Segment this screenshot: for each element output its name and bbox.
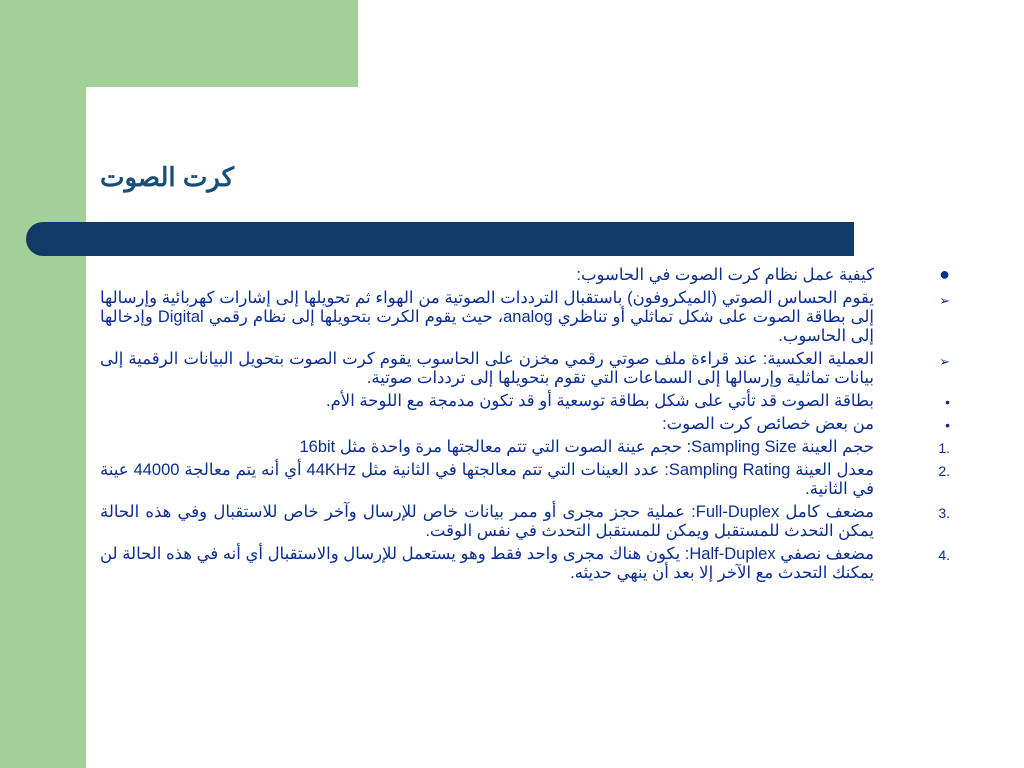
list-item-text: بطاقة الصوت قد تأتي على شكل بطاقة توسعية أو قد تكون مدمجة مع اللوحة الأم. <box>325 392 874 410</box>
list-item-text: حجم العينة Sampling Size: حجم عينة الصوت التي تتم معالجتها مرة واحدة مثل 16bit <box>299 438 874 456</box>
arrow-bullet-icon: ➢ <box>939 293 950 308</box>
slide-title: كرت الصوت <box>100 162 235 192</box>
bullet-list <box>100 266 950 587</box>
list-number: 2. <box>938 463 950 479</box>
list-item <box>100 415 950 434</box>
list-item-text: مضعف كامل Full-Duplex: عملية حجز مجرى أو ممر بيانات خاص للإرسال وآخر خاص للاستقبال وفي هذه الحالة يمكن التحدث للمستقبل ويمكن للمستقبل التحدث في نفس الوقت. <box>100 503 874 540</box>
bullet-dot-icon: • <box>945 394 950 410</box>
list-item <box>100 266 950 285</box>
list-item-text: من بعض خصائص كرت الصوت: <box>662 415 874 433</box>
list-item-text: مضعف نصفي Half-Duplex: يكون هناك مجرى واحد فقط وهو يستعمل للإرسال والاستقبال أي أنه في هذه الحالة لن يمكنك التحدث مع الآخر إلا بعد أن ينهي حديثه. <box>100 545 874 582</box>
list-item <box>100 289 950 346</box>
list-number: 4. <box>938 547 950 563</box>
list-item-text: يقوم الحساس الصوتي (الميكروفون) باستقبال الترددات الصوتية من الهواء ثم تحويلها إلى إشارات كهربائية وإرسالها إلى بطاقة الصوت على شكل تماثلي أو تناظري analog، حيث يقوم الكرت بتحويلها إلى نظام رقمي Digital وإدخالها إلى الحاسوب. <box>100 289 874 345</box>
list-item <box>100 461 950 499</box>
green-frame-left <box>0 0 86 768</box>
list-number: 3. <box>938 505 950 521</box>
title-divider-bar-end <box>846 222 854 256</box>
list-number: 1. <box>938 440 950 456</box>
list-item-text: العملية العكسية: عند قراءة ملف صوتي رقمي مخزن على الحاسوب يقوم كرت الصوت بتحويل البيانات الرقمية إلى بيانات تماثلية وإرسالها إلى السماعات التي تقوم بتحويلها إلى ترددات صوتية. <box>100 350 874 387</box>
arrow-bullet-icon: ➢ <box>939 354 950 369</box>
list-item-text: معدل العينة Sampling Rating: عدد العينات التي تتم معالجتها في الثانية مثل 44KHz أي أنه يتم معالجة 44000 عينة في الثانية. <box>100 461 874 498</box>
list-item-text: كيفية عمل نظام كرت الصوت في الحاسوب: <box>576 266 874 284</box>
bullet-dot-icon: ● <box>939 264 950 284</box>
list-item <box>100 503 950 541</box>
list-item <box>100 545 950 583</box>
bullet-dot-icon: • <box>945 417 950 433</box>
list-item <box>100 438 950 457</box>
title-divider-bar <box>26 222 854 256</box>
list-item <box>100 350 950 388</box>
list-item <box>100 392 950 411</box>
